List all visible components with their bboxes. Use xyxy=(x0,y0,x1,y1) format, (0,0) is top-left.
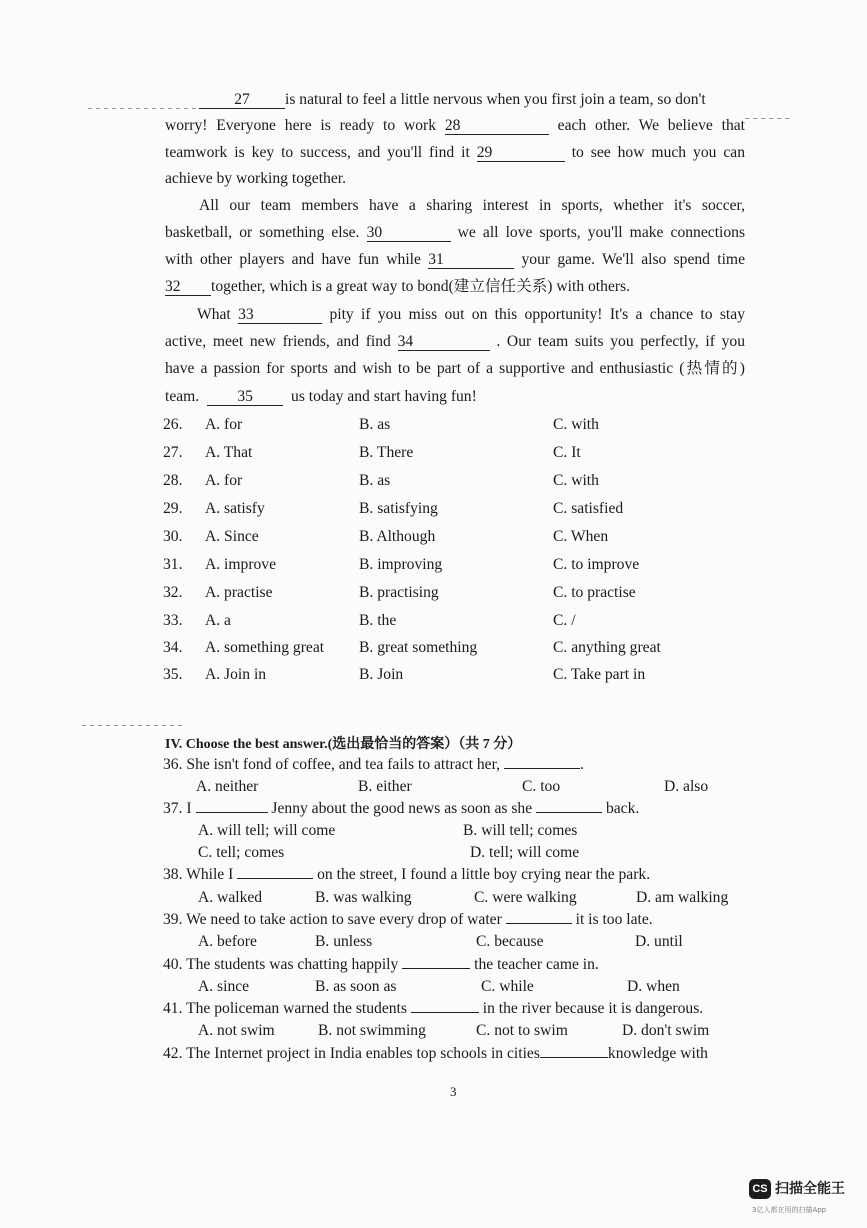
passage-text: team. xyxy=(165,388,200,405)
option-a[interactable]: A. satisfy xyxy=(205,500,265,517)
blank-29: 29 xyxy=(477,145,565,162)
question-stem: Jenny about the good news as soon as she xyxy=(271,800,533,817)
camscanner-tagline: 3亿人都在用的扫描App xyxy=(752,1206,827,1214)
option-d[interactable]: D. don't swim xyxy=(622,1022,710,1039)
passage-text: basketball, or something else. xyxy=(165,224,360,241)
option-b[interactable]: B. as xyxy=(359,416,391,433)
option-d[interactable]: D. until xyxy=(635,933,683,950)
question-stem: on the street, I found a little boy crying near the park. xyxy=(317,866,651,883)
option-b[interactable]: B. not swimming xyxy=(318,1022,426,1039)
blank-28: 28 xyxy=(445,118,549,135)
option-a[interactable]: A. for xyxy=(205,416,243,433)
option-b[interactable]: B. will tell; comes xyxy=(463,822,578,839)
question-stem: 37. I xyxy=(163,800,192,817)
option-row xyxy=(163,610,763,632)
option-row xyxy=(163,470,763,492)
answer-blank[interactable] xyxy=(411,1012,479,1013)
passage-line-9 xyxy=(197,305,745,325)
passage-text: with other players and have fun while xyxy=(165,251,421,268)
option-a[interactable]: A. since xyxy=(198,978,250,995)
option-a[interactable]: A. practise xyxy=(205,584,273,601)
option-b[interactable]: B. satisfying xyxy=(359,500,438,517)
question-stem: the teacher came in. xyxy=(474,956,599,973)
passage-line-10 xyxy=(165,332,745,352)
option-b[interactable]: B. the xyxy=(359,612,397,629)
passage-line-8 xyxy=(165,277,745,297)
option-c[interactable]: C. because xyxy=(476,933,544,950)
passage-text: pity if you miss out on this opportunity! It's a chance to stay xyxy=(329,306,745,323)
camscanner-name: 扫描全能王 xyxy=(775,1181,845,1197)
answer-blank[interactable] xyxy=(504,768,580,769)
page-number: 3 xyxy=(450,1084,457,1099)
question-stem: back. xyxy=(605,800,640,817)
option-a[interactable]: A. for xyxy=(205,472,243,489)
blank-35: 35 xyxy=(207,389,283,406)
passage-text: together, which is a great way to bond(建立信任关系) with others. xyxy=(211,278,631,295)
question-stem: 41. The policeman warned the students xyxy=(163,1000,407,1017)
passage-text: teamwork is key to success, and you'll find it xyxy=(165,144,470,161)
blank-34: 34 xyxy=(398,334,490,351)
question-number: 26. xyxy=(163,416,183,433)
passage-text: to see how much you can xyxy=(571,144,745,161)
question-36 xyxy=(163,754,584,776)
answer-blank[interactable] xyxy=(237,878,313,879)
option-a[interactable]: A. improve xyxy=(205,556,277,573)
passage-text: each other. We believe that xyxy=(557,117,746,134)
passage-line-11: have a passion for sports and wish to be part of a supportive and enthusiastic (热情的) xyxy=(165,360,745,377)
passage-text: . Our team suits you perfectly, if you xyxy=(496,333,746,350)
option-c[interactable]: C. When xyxy=(553,528,609,545)
option-d[interactable]: D. when xyxy=(627,978,680,995)
passage-text: us today and start having fun! xyxy=(291,388,477,405)
answer-blank[interactable] xyxy=(506,923,572,924)
passage-line-7 xyxy=(165,250,745,270)
option-b[interactable]: B. as soon as xyxy=(315,978,397,995)
question-stem: 36. She isn't fond of coffee, and tea fails to attract her, xyxy=(163,756,501,773)
option-b[interactable]: B. as xyxy=(359,472,391,489)
option-b[interactable]: B. Join xyxy=(359,666,404,683)
question-number: 32. xyxy=(163,584,183,601)
option-row xyxy=(163,526,763,548)
option-c[interactable]: C. with xyxy=(553,472,599,489)
answer-blank[interactable] xyxy=(402,968,470,969)
option-row xyxy=(163,554,763,576)
question-stem: 38. While I xyxy=(163,866,234,883)
blank-30: 30 xyxy=(367,225,451,242)
question-stem: . xyxy=(579,756,584,773)
option-c[interactable]: C. while xyxy=(481,978,534,995)
passage-text: is natural to feel a little nervous when you first join a team, so don't xyxy=(285,91,706,108)
option-a[interactable]: A. something great xyxy=(205,639,325,656)
option-a[interactable]: A. before xyxy=(198,933,257,950)
passage-text: your game. We'll also spend time xyxy=(521,251,745,268)
passage-text: we all love sports, you'll make connections xyxy=(457,224,746,241)
option-b[interactable]: B. was walking xyxy=(315,889,412,906)
question-42 xyxy=(163,1043,708,1065)
scan-dash-right xyxy=(745,118,793,119)
option-row xyxy=(163,498,763,520)
question-number: 27. xyxy=(163,444,183,461)
option-b[interactable]: B. great something xyxy=(359,639,478,656)
question-stem: it is too late. xyxy=(575,911,653,928)
option-a[interactable]: A. a xyxy=(205,612,231,629)
blank-33: 33 xyxy=(238,307,322,324)
passage-line-3 xyxy=(165,143,745,163)
question-38 xyxy=(163,864,650,886)
option-row xyxy=(163,582,763,604)
option-row xyxy=(163,664,763,686)
blank-31: 31 xyxy=(428,252,514,269)
question-stem: 42. The Internet project in India enables top schools in cities xyxy=(163,1045,540,1062)
option-row xyxy=(163,442,763,464)
question-stem: knowledge with xyxy=(607,1045,708,1062)
answer-blank[interactable] xyxy=(540,1057,608,1058)
camscanner-logo: CS xyxy=(749,1179,771,1199)
option-c[interactable]: C. too xyxy=(522,778,561,795)
question-37 xyxy=(163,798,639,820)
option-c[interactable]: C. were walking xyxy=(474,889,577,906)
passage-line-2 xyxy=(165,116,745,136)
option-c[interactable]: C. not to swim xyxy=(476,1022,568,1039)
passage-text: active, meet new friends, and find xyxy=(165,333,391,350)
question-number: 35. xyxy=(163,666,183,683)
question-number: 34. xyxy=(163,639,183,656)
option-a[interactable]: A. neither xyxy=(196,778,259,795)
option-a[interactable]: A. walked xyxy=(198,889,263,906)
option-c[interactable]: C. Take part in xyxy=(553,666,646,683)
option-c[interactable]: C. satisfied xyxy=(553,500,624,517)
question-number: 29. xyxy=(163,500,183,517)
option-a[interactable]: A. not swim xyxy=(198,1022,275,1039)
scan-dash-mid xyxy=(82,725,182,726)
option-c[interactable]: C. tell; comes xyxy=(198,844,285,861)
option-b[interactable]: B. practising xyxy=(359,584,439,601)
question-41 xyxy=(163,998,703,1020)
question-stem: 40. The students was chatting happily xyxy=(163,956,399,973)
question-number: 30. xyxy=(163,528,183,545)
option-d[interactable]: D. am walking xyxy=(636,889,729,906)
question-stem: 39. We need to take action to save every drop of water xyxy=(163,911,502,928)
passage-line-1 xyxy=(199,90,745,110)
passage-text: worry! Everyone here is ready to work xyxy=(165,117,437,134)
question-number: 33. xyxy=(163,612,183,629)
option-b[interactable]: B. either xyxy=(358,778,412,795)
blank-32: 32 xyxy=(165,279,211,296)
option-c[interactable]: C. to practise xyxy=(553,584,636,601)
option-c[interactable]: C. It xyxy=(553,444,581,461)
passage-text: What xyxy=(197,306,231,323)
option-b[interactable]: B. There xyxy=(359,444,414,461)
option-a[interactable]: A. That xyxy=(205,444,253,461)
option-a[interactable]: A. Join in xyxy=(205,666,267,683)
section-heading: IV. Choose the best answer.(选出最恰当的答案）（共 7 分） xyxy=(165,737,522,752)
option-d[interactable]: D. tell; will come xyxy=(470,844,580,861)
option-c[interactable]: C. to improve xyxy=(553,556,640,573)
answer-blank[interactable] xyxy=(196,812,268,813)
question-39 xyxy=(163,909,653,931)
question-stem: in the river because it is dangerous. xyxy=(482,1000,704,1017)
option-a[interactable]: A. will tell; will come xyxy=(198,822,336,839)
question-40 xyxy=(163,954,599,976)
option-row xyxy=(163,637,763,659)
option-a[interactable]: A. Since xyxy=(205,528,259,545)
option-c[interactable]: C. / xyxy=(553,612,576,629)
option-c[interactable]: C. with xyxy=(553,416,599,433)
question-number: 31. xyxy=(163,556,183,573)
option-c[interactable]: C. anything great xyxy=(553,639,661,656)
option-b[interactable]: B. unless xyxy=(315,933,373,950)
option-b[interactable]: B. improving xyxy=(359,556,443,573)
option-d[interactable]: D. also xyxy=(664,778,709,795)
passage-line-5: All our team members have a sharing interest in sports, whether it's soccer, xyxy=(199,197,745,214)
question-number: 28. xyxy=(163,472,183,489)
passage-line-6 xyxy=(165,223,745,243)
option-b[interactable]: B. Although xyxy=(359,528,436,545)
passage-line-12 xyxy=(165,387,745,407)
scan-dash-top xyxy=(88,108,198,109)
passage-line-4: achieve by working together. xyxy=(165,170,347,187)
blank-27: 27 xyxy=(199,92,285,109)
answer-blank[interactable] xyxy=(536,812,602,813)
option-row xyxy=(163,414,763,436)
